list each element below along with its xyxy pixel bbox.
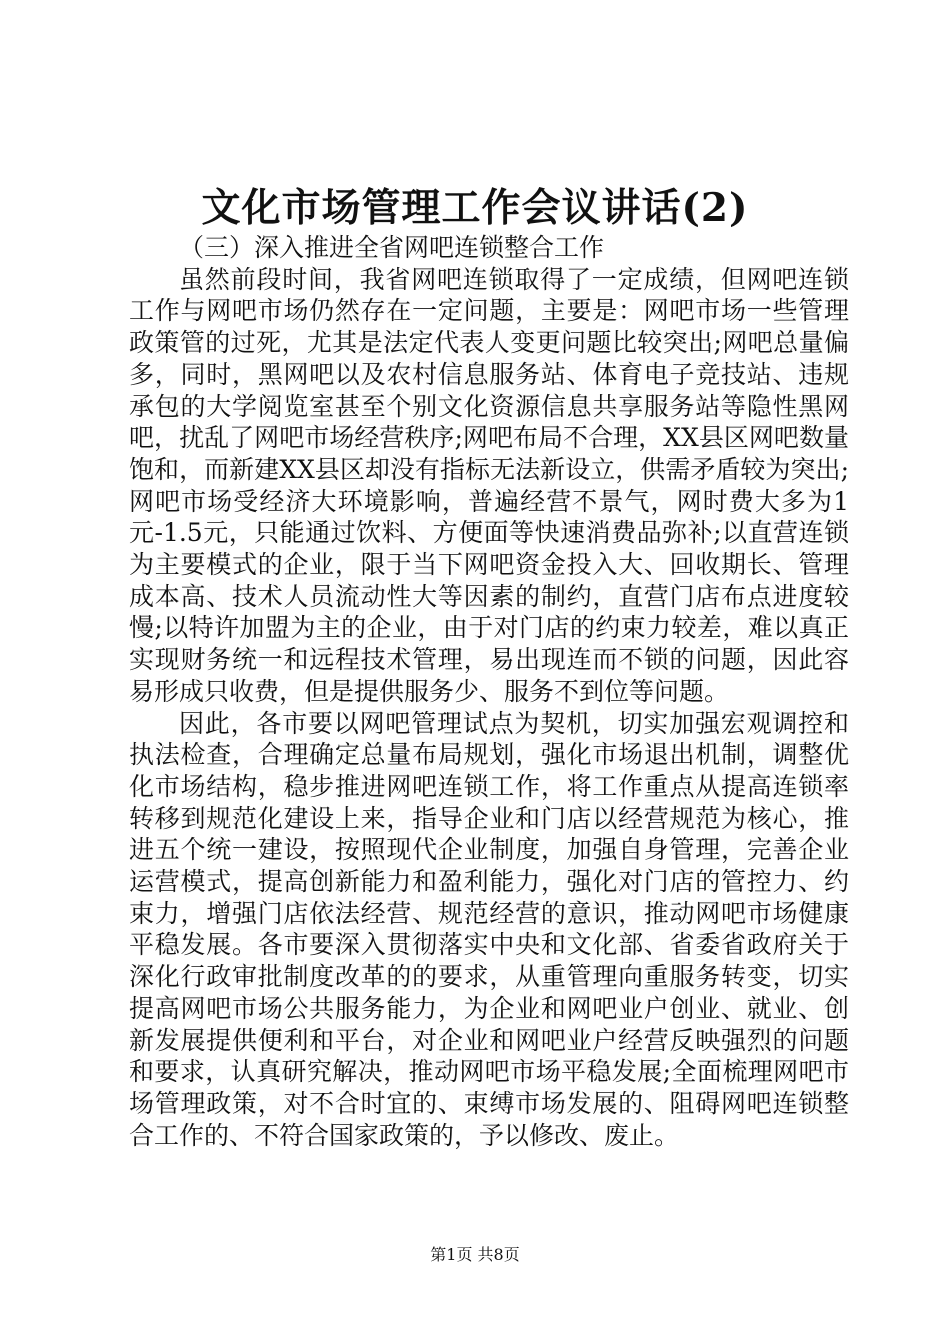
body-paragraph-1: 虽然前段时间，我省网吧连锁取得了一定成绩，但网吧连锁工作与网吧市场仍然存在一定问题，主要是：网吧市场一些管理政策管的过死，尤其是法定代表人变更问题比较突出;网吧总量偏多，同时，黑网吧以及农村信息服务站、体育电子竞技站、违规承包的大学阅览室甚至个别文化资源信息共享服务站等隐性黑网吧，扰乱了网吧市场经营秩序;网吧布局不合理，XX县区网吧数量饱和，而新建XX县区却没有指标无法新设立，供需矛盾较为突出;网吧市场受经济大环境影响，普遍经营不景气，网时费大多为1元-1.5元，只能通过饮料、方便面等快速消费品弥补;以直营连锁为主要模式的企业，限于当下网吧资金投入大、回收期长、管理成本高、技术人员流动性大等因素的制约，直营门店布点进度较慢;以特许加盟为主的企业，由于对门店的约束力较差，难以真正实现财务统一和远程技术管理，易出现连而不锁的问题，因此容易形成只收费，但是提供服务少、服务不到位等问题。 (129, 264, 849, 706)
document-body (129, 232, 849, 1151)
body-paragraph-2: 因此，各市要以网吧管理试点为契机，切实加强宏观调控和执法检查，合理确定总量布局规划，强化市场退出机制，调整优化市场结构，稳步推进网吧连锁工作，将工作重点从提高连锁率转移到规范化建设上来，指导企业和门店以经营规范为核心，推进五个统一建设，按照现代企业制度，加强自身管理，完善企业运营模式，提高创新能力和盈利能力，强化对门店的管控力、约束力，增强门店依法经营、规范经营的意识，推动网吧市场健康平稳发展。各市要深入贯彻落实中央和文化部、省委省政府关于深化行政审批制度改革的的要求，从重管理向重服务转变，切实提高网吧市场公共服务能力，为企业和网吧业户创业、就业、创新发展提供便利和平台，对企业和网吧业户经营反映强烈的问题和要求，认真研究解决，推动网吧市场平稳发展;全面梳理网吧市场管理政策，对不合时宜的、束缚市场发展的、阻碍网吧连锁整合工作的、不符合国家政策的，予以修改、废止。 (129, 708, 849, 1150)
page-footer: 第1页 共8页 (430, 1245, 520, 1264)
document-title: 文化市场管理工作会议讲话(2) (201, 185, 749, 231)
section-heading: （三）深入推进全省网吧连锁整合工作 (179, 233, 605, 262)
